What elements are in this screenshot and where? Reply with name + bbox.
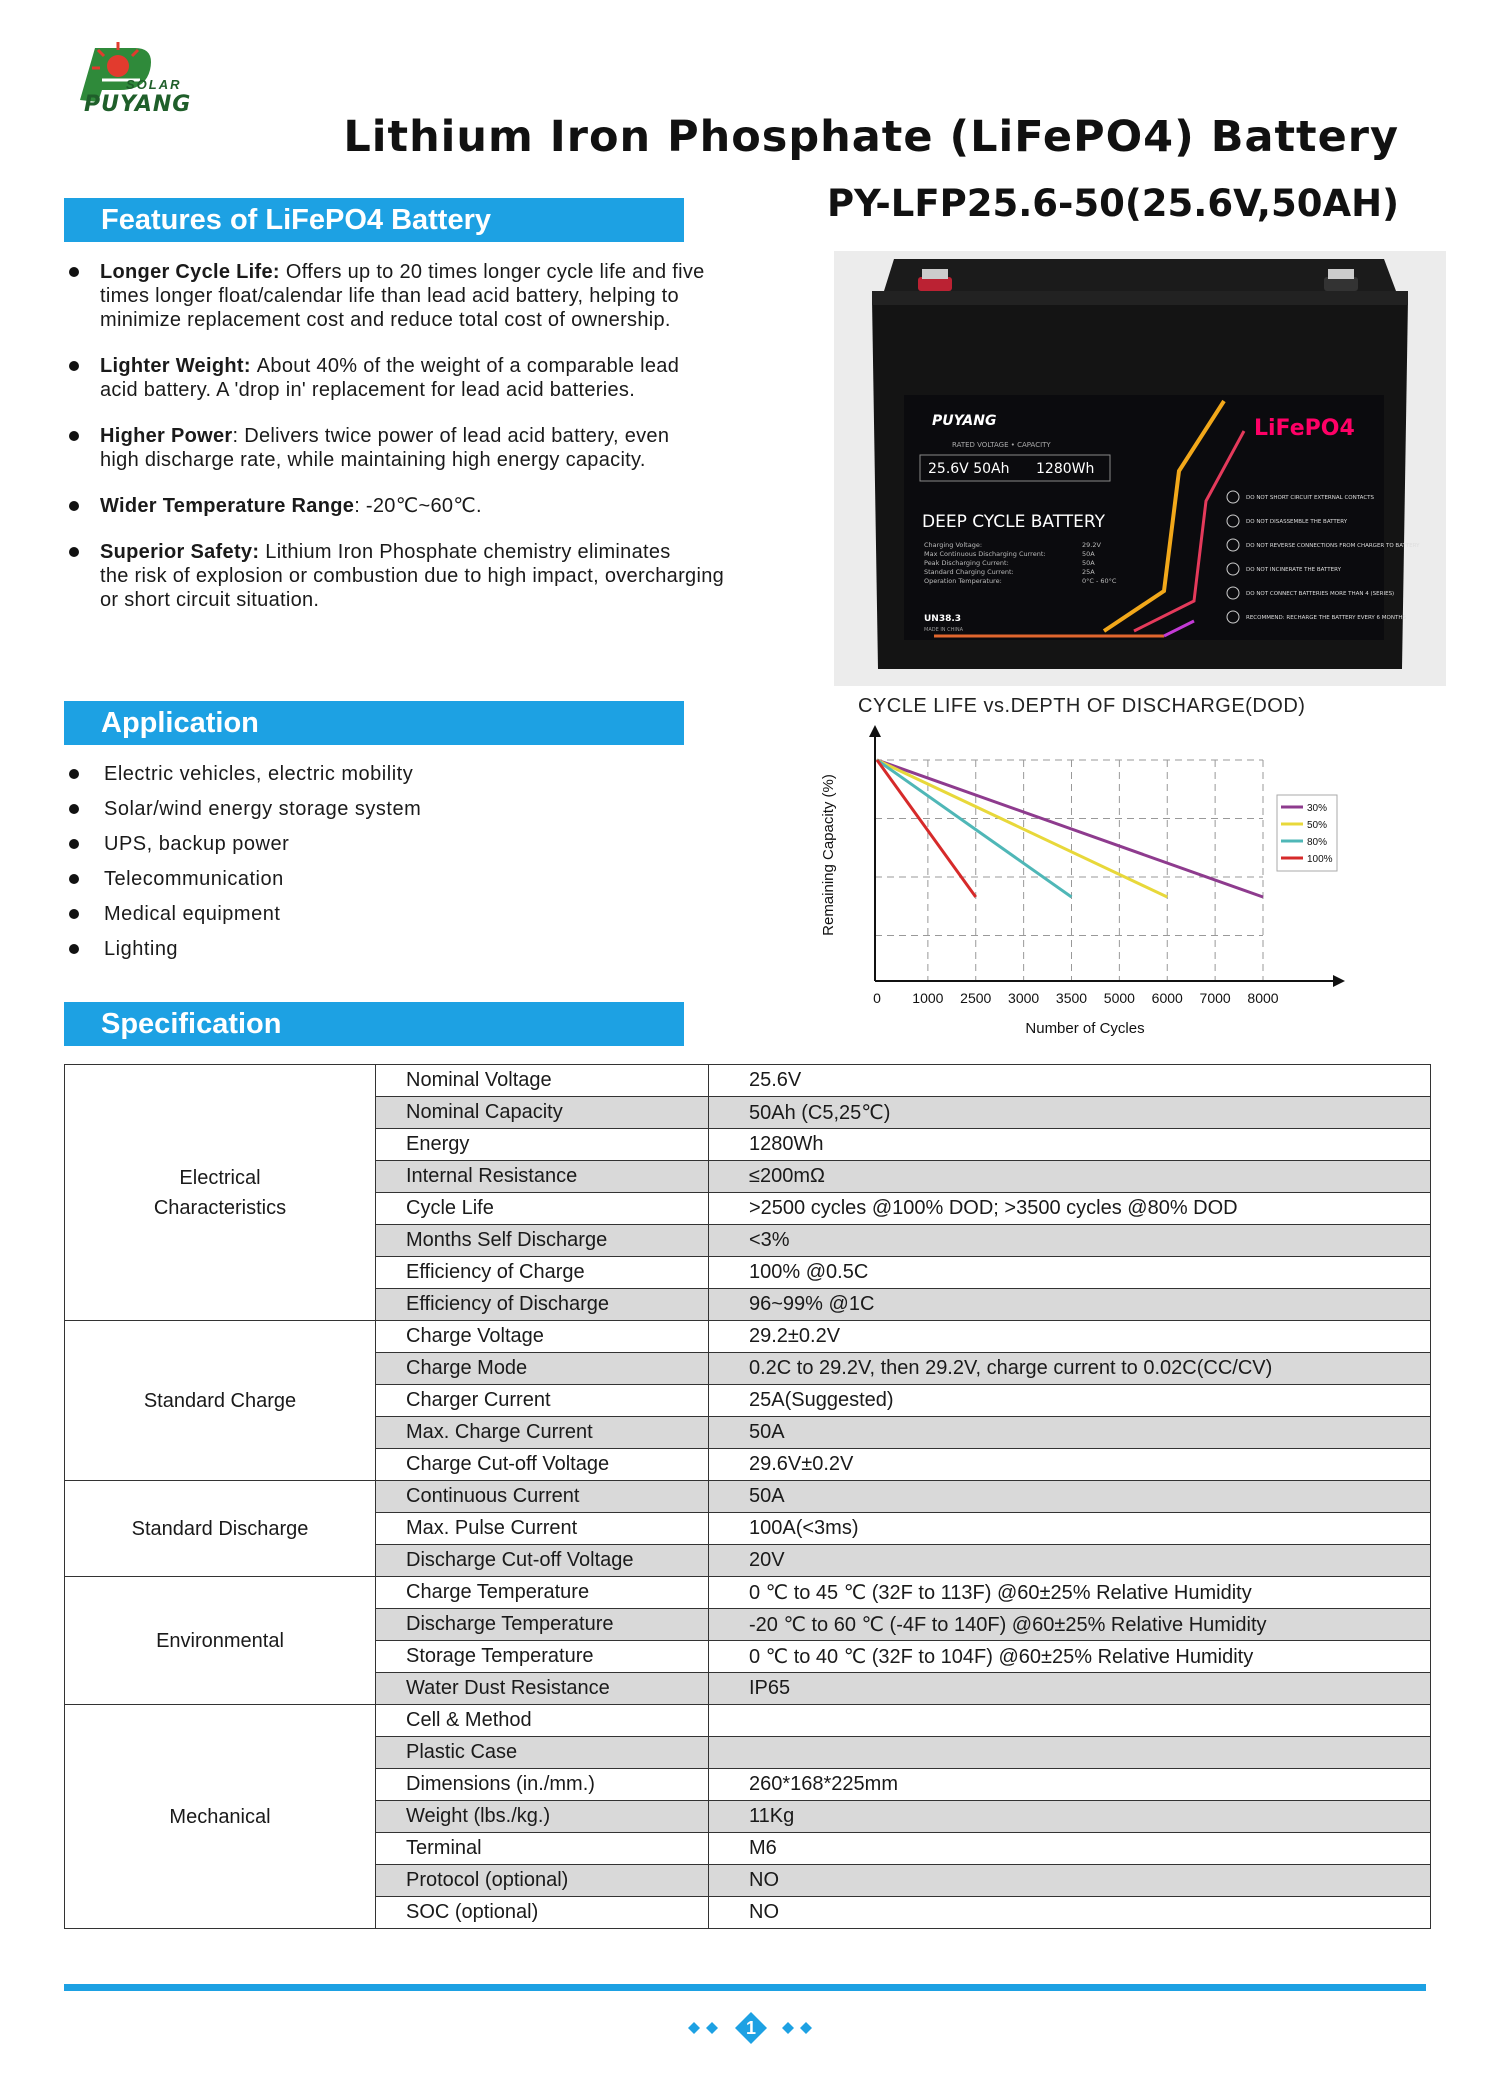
spec-item: Energy [376,1129,709,1161]
label-warning: DO NOT SHORT CIRCUIT EXTERNAL CONTACTS [1246,495,1375,501]
application-item: Solar/wind energy storage system [64,795,421,830]
feature-text: high discharge rate, while maintaining high energy capacity. [100,449,646,471]
x-tick-label: 5000 [1103,990,1135,1006]
label-type: DEEP CYCLE BATTERY [922,512,1106,532]
spec-item: Discharge Temperature [376,1609,709,1641]
series-line-30pct [877,760,1263,897]
label-lifepo4: LiFePO4 [1254,416,1355,441]
page-number: 1 [745,2018,756,2038]
label-param-name: Charging Voltage: [924,541,983,549]
series-line-100pct [877,760,976,897]
spec-item: Charge Temperature [376,1577,709,1609]
feature-text: or short circuit situation. [100,589,320,611]
spec-category: Environmental [65,1577,376,1705]
spec-value [709,1705,1431,1737]
brand-sub: SOLAR [126,77,182,92]
spec-value: <3% [709,1225,1431,1257]
label-warning: DO NOT DISASSEMBLE THE BATTERY [1246,519,1348,525]
specification-table [64,1064,1431,1929]
y-axis-label: Remaining Capacity (%) [820,774,837,936]
x-axis-label: Number of Cycles [1025,1020,1145,1037]
label-made: MADE IN CHINA [924,627,964,633]
spec-item: Max. Pulse Current [376,1513,709,1545]
spec-item: Charge Mode [376,1353,709,1385]
spec-item: SOC (optional) [376,1897,709,1929]
feature-item [64,540,824,612]
label-warning: RECOMMEND: RECHARGE THE BATTERY EVERY 6 MONTHS [1246,615,1406,621]
spec-value: 50Ah (C5,25℃) [709,1097,1431,1129]
spec-value: 25.6V [709,1065,1431,1097]
spec-value: 50A [709,1481,1431,1513]
x-tick-label: 8000 [1247,990,1279,1006]
spec-value: 20V [709,1545,1431,1577]
feature-item [64,494,824,518]
legend-label: 30% [1307,803,1328,814]
spec-item: Dimensions (in./mm.) [376,1769,709,1801]
series-line-80pct [877,760,1072,897]
feature-text: : Delivers twice power of lead acid battery, even [232,425,670,447]
application-item: Lighting [64,935,421,970]
feature-item [64,354,824,402]
feature-title: Superior Safety: [100,541,260,563]
spec-item: Continuous Current [376,1481,709,1513]
document-title: Lithium Iron Phosphate (LiFePO4) Battery [343,112,1399,162]
spec-value: NO [709,1865,1431,1897]
spec-value: >2500 cycles @100% DOD; >3500 cycles @80% DOD [709,1193,1431,1225]
feature-text: acid battery. A 'drop in' replacement for lead acid batteries. [100,379,636,401]
brand-logo [40,40,190,120]
spec-item: Terminal [376,1833,709,1865]
x-tick-label: 3000 [1008,990,1040,1006]
spec-item: Nominal Capacity [376,1097,709,1129]
specification-heading: Specification [64,1002,684,1046]
feature-text: : -20℃~60℃. [354,495,482,517]
x-tick-label: 0 [873,990,881,1006]
feature-title: Wider Temperature Range [100,495,355,517]
spec-value: 29.2±0.2V [709,1321,1431,1353]
label-energy: 1280Wh [1036,461,1095,477]
spec-category: Mechanical [65,1705,376,1929]
table-row [65,1065,1431,1097]
y-axis-arrow [869,725,881,737]
spec-item: Charger Current [376,1385,709,1417]
spec-value: 29.6V±0.2V [709,1449,1431,1481]
table-row [65,1705,1431,1737]
feature-text: minimize replacement cost and reduce total cost of ownership. [100,309,671,331]
x-tick-label: 2500 [960,990,992,1006]
feature-text: Lithium Iron Phosphate chemistry eliminates [265,541,671,563]
feature-text: the risk of explosion or combustion due to high impact, overcharging [100,565,725,587]
feature-text: times longer float/calendar life than lead acid battery, helping to [100,285,679,307]
x-axis-arrow [1333,975,1345,987]
footer-rule [64,1984,1426,1991]
feature-item [64,424,824,472]
x-tick-label: 7000 [1199,990,1231,1006]
cycle-life-chart [815,725,1375,1045]
series-line-50pct [877,760,1167,897]
label-warning: DO NOT CONNECT BATTERIES MORE THAN 4 (SERIES) [1246,591,1395,597]
label-brand: PUYANG [932,413,997,429]
feature-item [64,260,824,332]
spec-value: 260*168*225mm [709,1769,1431,1801]
spec-item: Nominal Voltage [376,1065,709,1097]
spec-value: 96~99% @1C [709,1289,1431,1321]
feature-title: Longer Cycle Life: [100,261,280,283]
spec-item: Efficiency of Discharge [376,1289,709,1321]
feature-title: Higher Power [100,425,233,447]
features-heading: Features of LiFePO4 Battery [64,198,684,242]
spec-value: 11Kg [709,1801,1431,1833]
spec-value: NO [709,1897,1431,1929]
spec-value: M6 [709,1833,1431,1865]
spec-value: 50A [709,1417,1431,1449]
feature-text: Offers up to 20 times longer cycle life and five [285,261,705,283]
label-param-name: Peak Discharging Current: [924,559,1009,567]
table-row [65,1321,1431,1353]
legend-label: 100% [1307,854,1333,865]
spec-item: Cell & Method [376,1705,709,1737]
spec-item: Water Dust Resistance [376,1673,709,1705]
model-number: PY-LFP25.6-50(25.6V,50AH) [826,182,1399,225]
table-row [65,1577,1431,1609]
features-list [64,260,824,634]
spec-category: Standard Discharge [65,1481,376,1577]
label-rated: RATED VOLTAGE • CAPACITY [952,441,1051,449]
spec-item: Discharge Cut-off Voltage [376,1545,709,1577]
chart-title: CYCLE LIFE vs.DEPTH OF DISCHARGE(DOD) [858,695,1306,717]
label-param-value: 25A [1082,568,1095,576]
feature-title: Lighter Weight: [100,355,251,377]
spec-value: -20 ℃ to 60 ℃ (-4F to 140F) @60±25% Relative Humidity [709,1609,1431,1641]
spec-value [709,1737,1431,1769]
spec-item: Max. Charge Current [376,1417,709,1449]
spec-value: IP65 [709,1673,1431,1705]
spec-value: 0.2C to 29.2V, then 29.2V, charge current to 0.02C(CC/CV) [709,1353,1431,1385]
x-tick-label: 3500 [1055,990,1088,1006]
application-item: Telecommunication [64,865,421,900]
spec-value: 0 ℃ to 45 ℃ (32F to 113F) @60±25% Relative Humidity [709,1577,1431,1609]
label-param-value: 0°C - 60°C [1082,577,1117,585]
label-param-value: 50A [1082,550,1095,558]
table-row [65,1481,1431,1513]
spec-category: Electrical Characteristics [65,1065,376,1321]
spec-value: 100A(<3ms) [709,1513,1431,1545]
spec-item: Weight (lbs./kg.) [376,1801,709,1833]
application-item: Electric vehicles, electric mobility [64,760,421,795]
spec-item: Internal Resistance [376,1161,709,1193]
legend-label: 80% [1307,837,1328,848]
label-param-name: Operation Temperature: [924,577,1002,585]
label-un: UN38.3 [924,614,962,624]
spec-value: ≤200mΩ [709,1161,1431,1193]
label-param-value: 29.2V [1082,541,1101,549]
label-voltage-capacity: 25.6V 50Ah [928,461,1010,477]
application-heading: Application [64,701,684,745]
spec-item: Plastic Case [376,1737,709,1769]
spec-value: 0 ℃ to 40 ℃ (32F to 104F) @60±25% Relative Humidity [709,1641,1431,1673]
spec-value: 25A(Suggested) [709,1385,1431,1417]
spec-item: Protocol (optional) [376,1865,709,1897]
spec-value: 1280Wh [709,1129,1431,1161]
label-warning: DO NOT REVERSE CONNECTIONS FROM CHARGER TO BATTERY [1246,543,1420,549]
spec-value: 100% @0.5C [709,1257,1431,1289]
legend-label: 50% [1307,820,1328,831]
spec-item: Storage Temperature [376,1641,709,1673]
x-tick-label: 1000 [912,990,944,1006]
x-tick-label: 6000 [1151,990,1183,1006]
spec-item: Charge Voltage [376,1321,709,1353]
spec-item: Cycle Life [376,1193,709,1225]
application-item: UPS, backup power [64,830,421,865]
spec-item: Efficiency of Charge [376,1257,709,1289]
spec-item: Months Self Discharge [376,1225,709,1257]
brand-name: PUYANG [84,92,192,117]
application-item: Medical equipment [64,900,421,935]
label-warning: DO NOT INCINERATE THE BATTERY [1246,567,1341,573]
spec-category: Standard Charge [65,1321,376,1481]
application-list [64,760,421,970]
label-param-name: Max Continuous Discharging Current: [924,550,1046,558]
label-param-name: Standard Charging Current: [924,568,1014,576]
label-param-value: 50A [1082,559,1095,567]
spec-item: Charge Cut-off Voltage [376,1449,709,1481]
feature-text: About 40% of the weight of a comparable lead [256,355,680,377]
battery-image [834,251,1446,686]
